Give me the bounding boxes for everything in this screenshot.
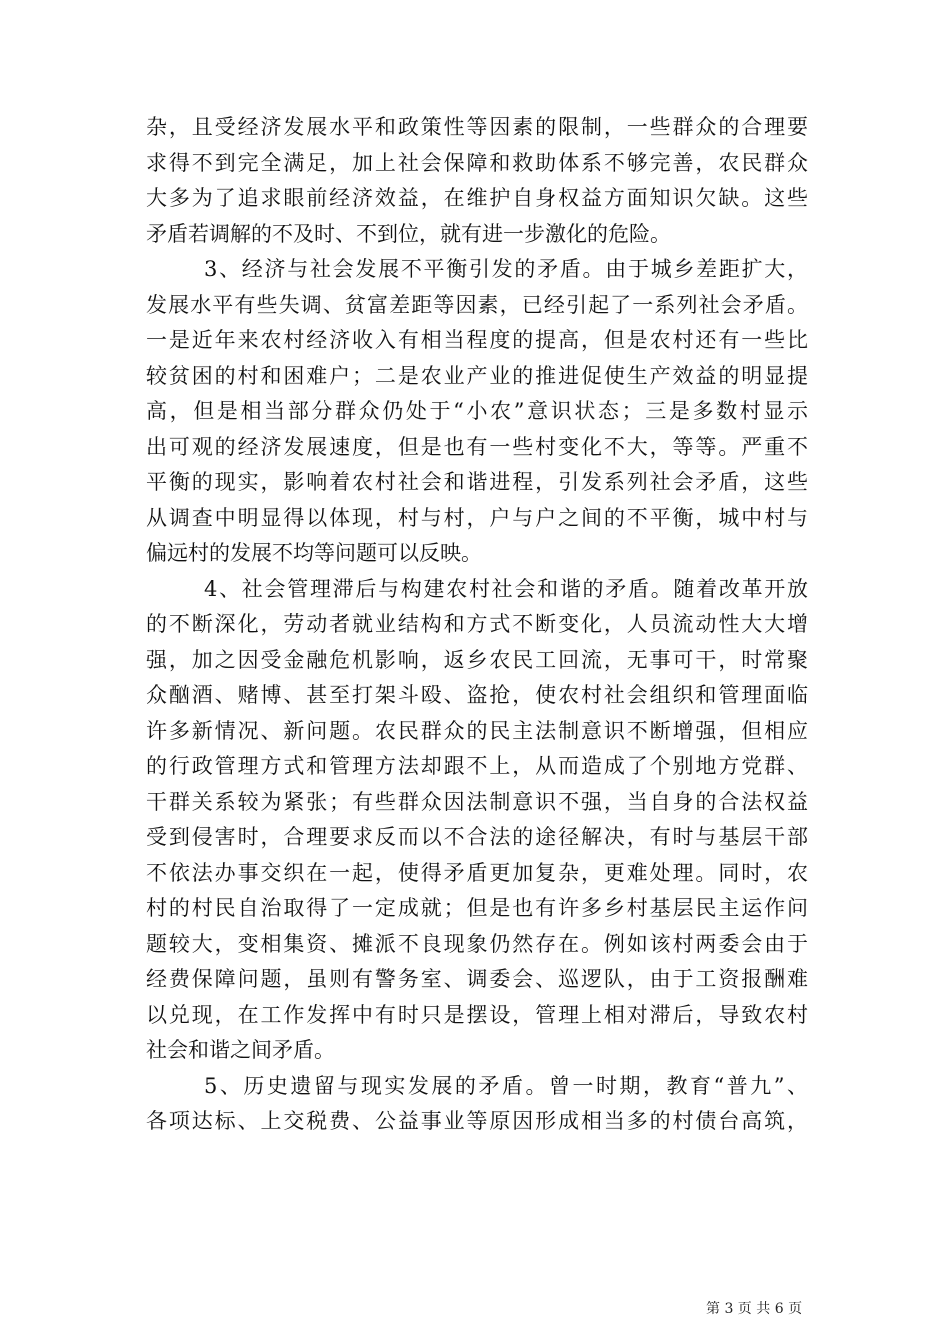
text-line: 许多新情况、新问题。农民群众的民主法制意识不断增强，但相应 [146,718,808,743]
text-line: 求得不到完全满足，加上社会保障和救助体系不够完善，农民群众 [146,150,808,175]
text-line: 干群关系较为紧张；有些群众因法制意识不强，当自身的合法权益 [146,789,808,814]
text-line: 3、经济与社会发展不平衡引发的矛盾。由于城乡差距扩大， [204,257,808,281]
text-line: 村的村民自治取得了一定成就；但是也有许多乡村基层民主运作问 [146,896,808,920]
paragraph [146,110,808,252]
text-line: 的不断深化，劳动者就业结构和方式不断变化，人员流动性大大增 [146,612,808,636]
text-line: 矛盾若调解的不及时、不到位，就有进一步激化的危险。 [146,221,671,246]
text-line: 从调查中明显得以体现，村与村，户与户之间的不平衡，城中村与 [146,505,808,530]
text-line: 众酗酒、赌博、甚至打架斗殴、盗抢，使农村社会组织和管理面临 [146,683,808,707]
paragraph [146,252,808,572]
text-line: 发展水平有些失调、贫富差距等因素，已经引起了一系列社会矛盾。 [146,292,808,317]
text-line: 强，加之因受金融危机影响，返乡农民工回流，无事可干，时常聚 [146,647,808,672]
text-line: 偏远村的发展不均等问题可以反映。 [146,541,482,565]
paragraph [146,572,808,1069]
text-line: 出可观的经济发展速度，但是也有一些村变化不大，等等。严重不 [146,434,808,459]
text-line: 一是近年来农村经济收入有相当程度的提高，但是农村还有一些比 [146,328,808,352]
text-line: 4、社会管理滞后与构建农村社会和谐的矛盾。随着改革开放 [204,576,808,601]
text-line: 杂，且受经济发展水平和政策性等因素的限制，一些群众的合理要 [146,115,808,139]
page-number: 第 3 页 共 6 页 [706,1301,803,1317]
text-line: 较贫困的村和困难户；二是农业产业的推进促使生产效益的明显提 [146,363,808,388]
text-line: 5、历史遗留与现实发展的矛盾。曾一时期，教育“普九”、 [204,1073,808,1098]
text-line: 各项达标、上交税费、公益事业等原因形成相当多的村债台高筑， [146,1109,808,1133]
text-line: 经费保障问题，虽则有警务室、调委会、巡逻队，由于工资报酬难 [146,967,808,991]
text-line: 受到侵害时，合理要求反而以不合法的途径解决，有时与基层干部 [146,825,808,849]
text-line: 的行政管理方式和管理方法却跟不上，从而造成了个别地方党群、 [146,754,808,778]
text-line: 以兑现，在工作发挥中有时只是摆设，管理上相对滞后，导致农村 [146,1002,808,1027]
body-text [146,110,808,1140]
text-line: 不依法办事交织在一起，使得矛盾更加复杂，更难处理。同时，农 [146,860,808,885]
text-line: 大多为了追求眼前经济效益，在维护自身权益方面知识欠缺。这些 [146,186,808,210]
paragraph [146,1069,808,1140]
text-line: 高，但是相当部分群众仍处于“小农”意识状态；三是多数村显示 [146,399,808,423]
text-line: 社会和谐之间矛盾。 [146,1038,335,1062]
text-line: 题较大，变相集资、摊派不良现象仍然存在。例如该村两委会由于 [146,931,808,956]
text-line: 平衡的现实，影响着农村社会和谐进程，引发系列社会矛盾，这些 [146,470,808,494]
